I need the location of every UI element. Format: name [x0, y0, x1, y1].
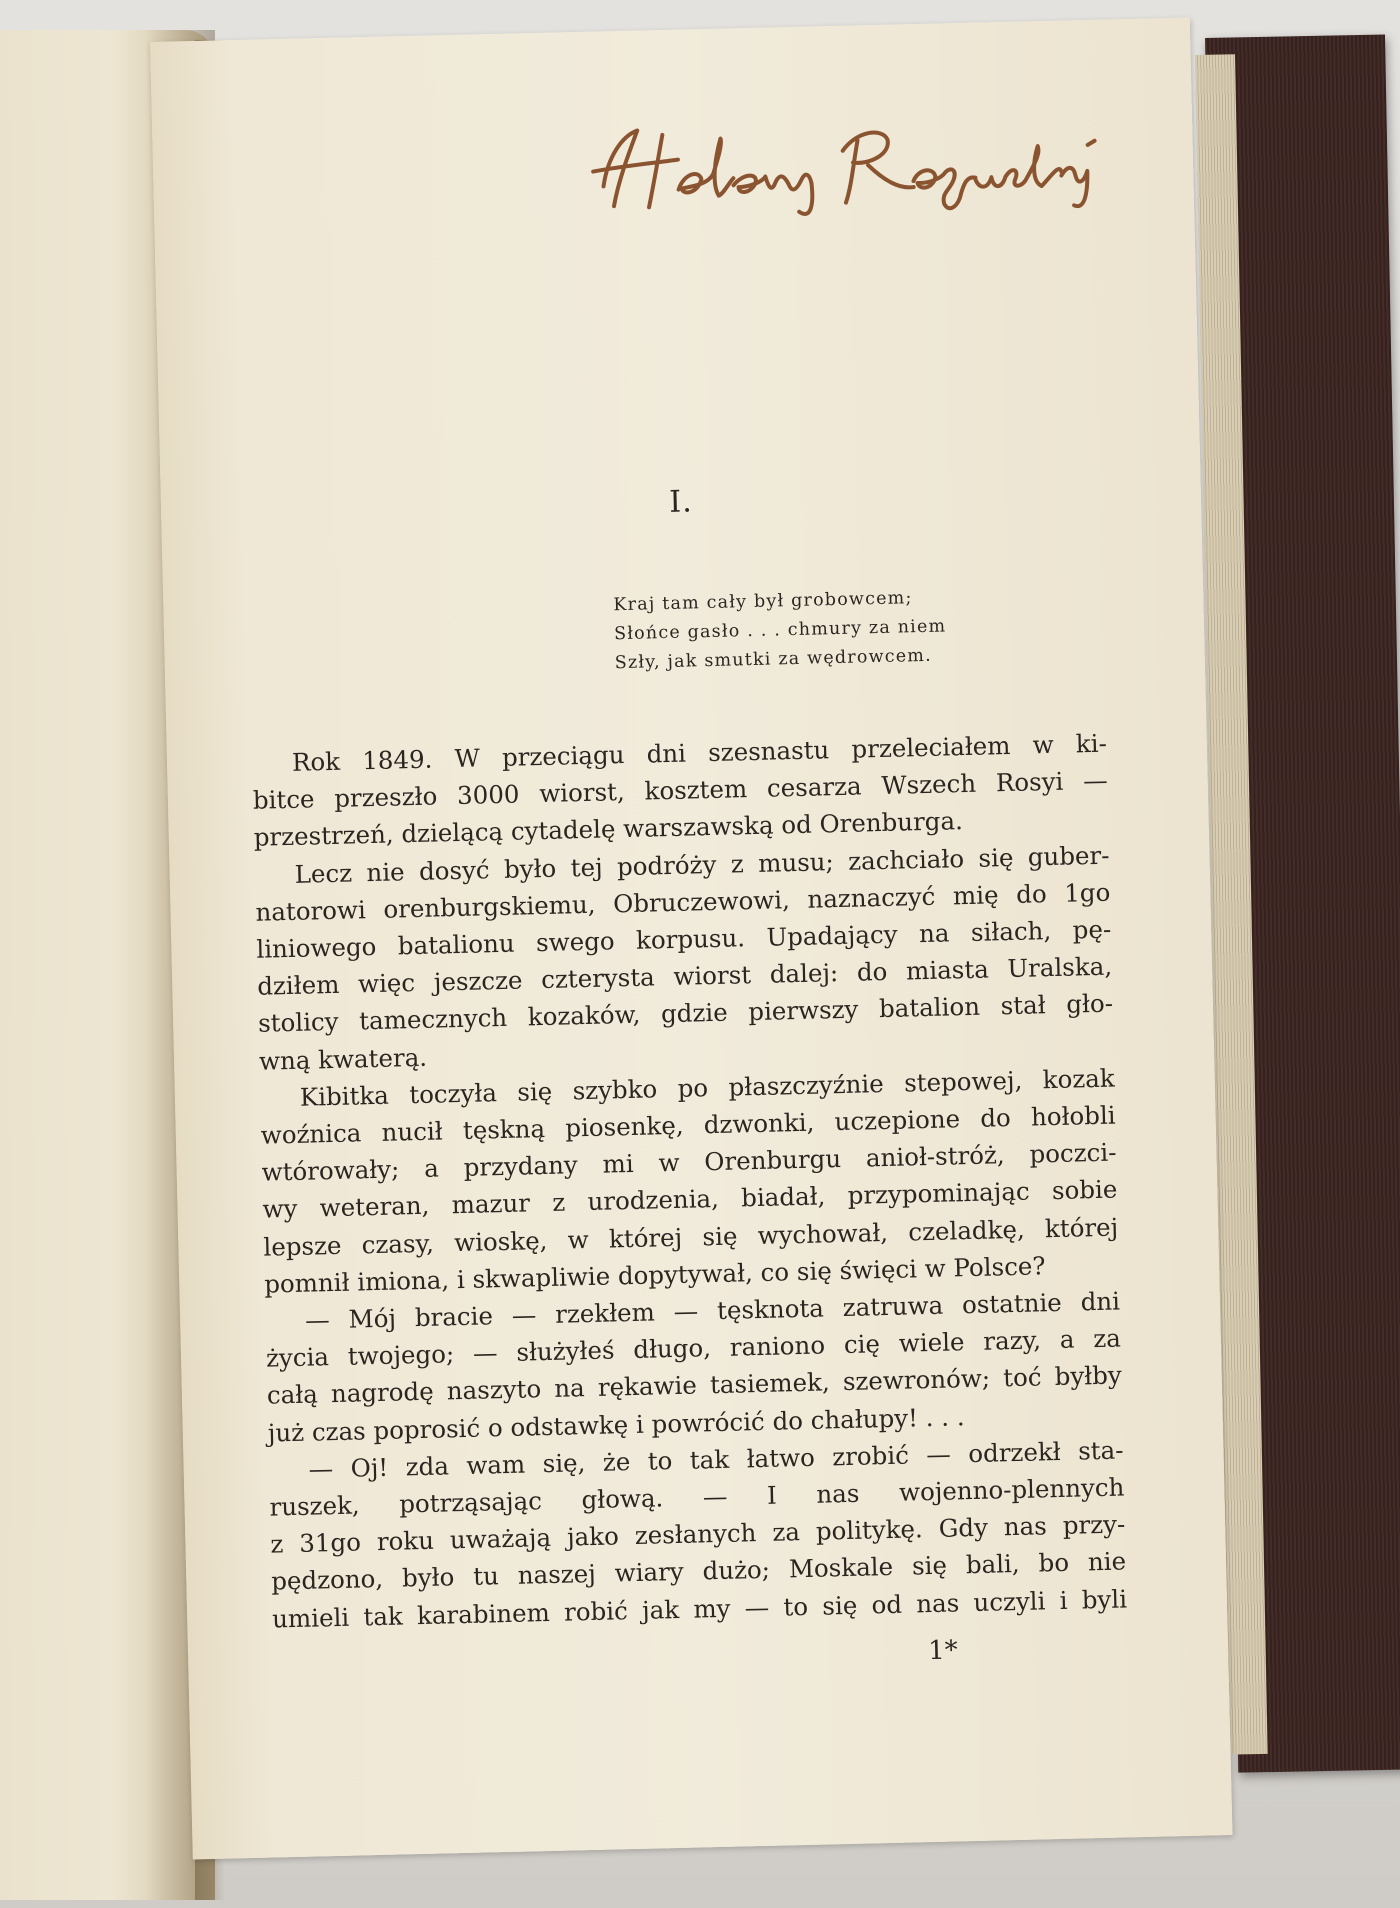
page-content — [150, 17, 1233, 1859]
body-line: woźnica nucił tęskną piosenkę, dzwonki, uczepione do hołobli — [260, 1100, 1116, 1150]
epigraph — [613, 582, 1015, 678]
body-line: całą nagrodę naszyto na rękawie tasiemek, szewronów; toć byłby — [266, 1360, 1123, 1411]
handwritten-signature — [582, 104, 1144, 227]
body-line: Rok 1849. W przeciągu dni szesnastu przeleciałem w ki- — [291, 728, 1108, 777]
body-line: pomnił imiona, i skwapliwie dopytywał, co się święci w Polsce? — [263, 1251, 1046, 1299]
body-line: Kibitka toczyła się szybko po płaszczyźnie stepowej, kozak — [299, 1063, 1116, 1112]
body-line: wtórowały; a przydany mi w Orenburgu anioł-stróż, poczci- — [261, 1137, 1117, 1187]
body-line: stolicy tamecznych kozaków, gdzie pierwszy batalion stał gło- — [257, 989, 1114, 1039]
body-line: wną kwaterą. — [258, 1042, 428, 1076]
body-line: — Oj! zda wam się, że to tak łatwo zrobić — odrzekł sta- — [308, 1435, 1124, 1484]
body-line: ruszek, potrząsając głową. — I nas wojenno-plennych — [269, 1472, 1125, 1522]
page-number: 1* — [927, 1635, 959, 1667]
body-line: natorowi orenburgskiemu, Obruczewowi, naznaczyć mię do 1go — [255, 877, 1111, 927]
body-line: dziłem więc jeszcze czterysta wiorst dalej: do miasta Uralska, — [256, 951, 1113, 1001]
body-line: bitce przeszło 3000 wiorst, kosztem cesarza Wszech Rosyi — — [252, 765, 1109, 815]
body-line: wy weteran, mazur z urodzenia, biadał, przypominając sobie — [262, 1174, 1118, 1225]
epigraph-line: Szły, jak smutki za wędrowcem. — [614, 645, 933, 674]
body-line: Lecz nie dosyć było tej podróży z musu; zachciało się guber- — [294, 840, 1110, 889]
chapter-number: I. — [668, 484, 694, 520]
epigraph-line: Kraj tam cały był grobowcem; — [613, 588, 913, 616]
right-page — [150, 17, 1233, 1859]
body-line: — Mój bracie — rzekłem — tęsknota zatruwa ostatnie dni — [304, 1286, 1121, 1335]
body-text — [252, 725, 1128, 1638]
body-line: życia twojego; — służyłeś długo, raniono cię wiele razy, a za — [265, 1323, 1122, 1373]
body-line: z 31go roku uważają jako zesłanych za politykę. Gdy nas przy- — [270, 1509, 1126, 1559]
body-line: już czas poprosić o odstawkę i powrócić do chałupy! . . . — [267, 1401, 965, 1448]
epigraph-line: Słońce gasło . . . chmury za niem — [613, 616, 947, 645]
body-line: przestrzeń, dzielącą cytadelę warszawską od Orenburga. — [253, 806, 964, 853]
body-line: pędzono, było tu naszej wiary dużo; Moskale się bali, bo nie — [270, 1546, 1127, 1597]
body-line: lepsze czasy, wioskę, w której się wychował, czeladkę, której — [263, 1212, 1119, 1262]
body-line: liniowego batalionu swego korpusu. Upadający na siłach, pę- — [256, 914, 1112, 964]
body-line: umieli tak karabinem robić jak my — to się od nas uczyli i byli — [271, 1584, 1128, 1634]
